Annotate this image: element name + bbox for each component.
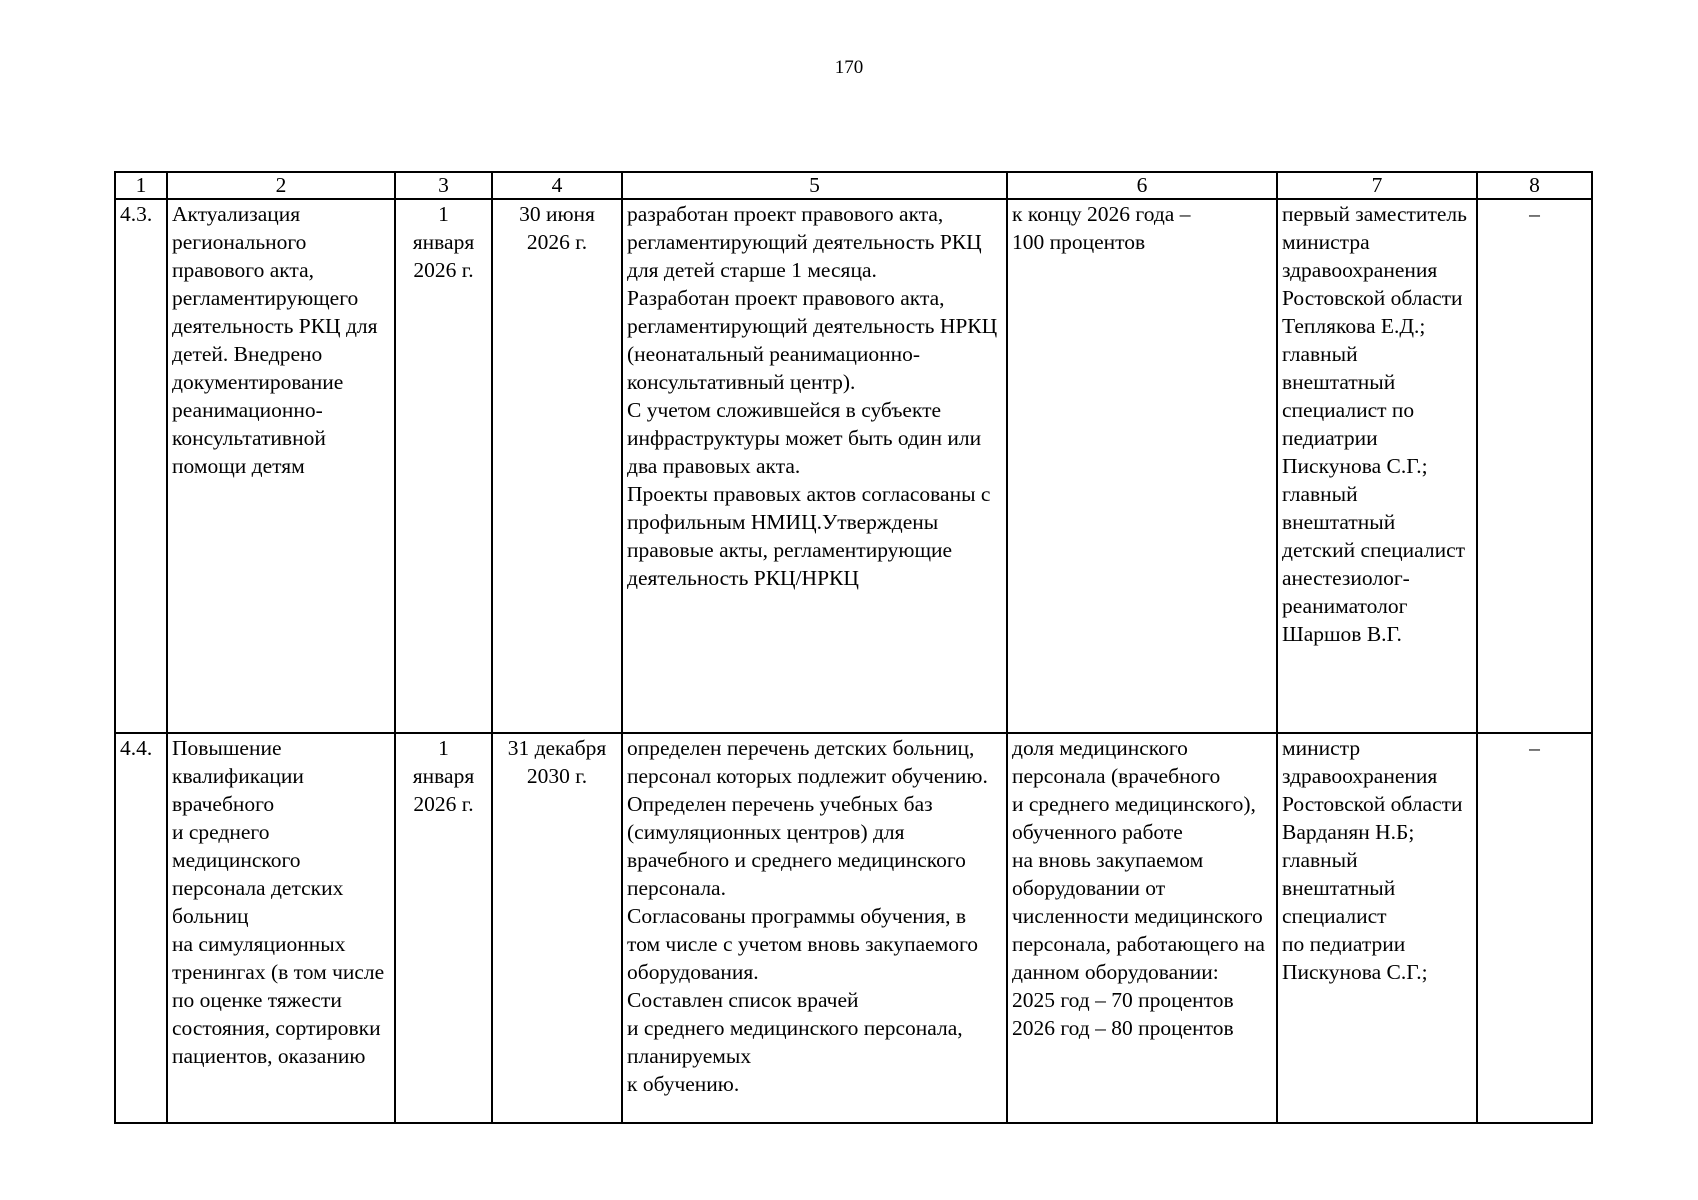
result-cell: разработан проект правового акта, регламентирующий деятельность РКЦ для детей старше 1 месяца. Разработан проект правового акта, регламентирующий деятельность НРКЦ (неонатальный реанимационно-консультативный центр). С учетом сложившейся в субъекте инфраструктуры может быть один или два правовых акта. Проекты правовых актов согласованы с профильным НМИЦ.Утверждены правовые акты, регламентирующие деятельность РКЦ/НРКЦ bbox=[622, 199, 1007, 733]
column-event-header: 2 bbox=[167, 172, 395, 199]
start-date-cell: 1 января 2026 г. bbox=[395, 733, 492, 1123]
plan-table bbox=[114, 171, 1593, 1124]
page-number: 170 bbox=[834, 57, 864, 78]
column-note-header: 8 bbox=[1477, 172, 1592, 199]
column-start-header: 3 bbox=[395, 172, 492, 199]
note-cell: – bbox=[1477, 199, 1592, 733]
row-number-cell: 4.4. bbox=[115, 733, 167, 1123]
column-result-header: 5 bbox=[622, 172, 1007, 199]
end-date-cell: 30 июня 2026 г. bbox=[492, 199, 622, 733]
note-cell: – bbox=[1477, 733, 1592, 1123]
table-row bbox=[115, 199, 1592, 733]
column-indicator-header: 6 bbox=[1007, 172, 1277, 199]
event-cell: Актуализация регионального правового акта, регламентирующего деятельность РКЦ для детей. Внедрено документирование реанимационно-консультативной помощи детям bbox=[167, 199, 395, 733]
indicator-cell: к концу 2026 года – 100 процентов bbox=[1007, 199, 1277, 733]
result-cell: определен перечень детских больниц, персонал которых подлежит обучению. Определен перечень учебных баз (симуляционных центров) для врачебного и среднего медицинского персонала. Согласованы программы обучения, в том числе с учетом вновь закупаемого оборудования. Составлен список врачей и среднего медицинского персонала, планируемых к обучению. bbox=[622, 733, 1007, 1123]
responsible-cell: первый заместитель министра здравоохранения Ростовской области Теплякова Е.Д.; главный внештатный специалист по педиатрии Пискунова С.Г.; главный внештатный детский специалист анестезиолог-реаниматолог Шаршов В.Г. bbox=[1277, 199, 1477, 733]
end-date-cell: 31 декабря 2030 г. bbox=[492, 733, 622, 1123]
row-number-cell: 4.3. bbox=[115, 199, 167, 733]
column-responsible-header: 7 bbox=[1277, 172, 1477, 199]
table-header-row bbox=[115, 172, 1592, 199]
column-end-header: 4 bbox=[492, 172, 622, 199]
start-date-cell: 1 января 2026 г. bbox=[395, 199, 492, 733]
responsible-cell: министр здравоохранения Ростовской области Варданян Н.Б; главный внештатный специалист по педиатрии Пискунова С.Г.; bbox=[1277, 733, 1477, 1123]
table-row bbox=[115, 733, 1592, 1123]
indicator-cell: доля медицинского персонала (врачебного и среднего медицинского), обученного работе на вновь закупаемом оборудовании от численности медицинского персонала, работающего на данном оборудовании: 2025 год – 70 процентов 2026 год – 80 процентов bbox=[1007, 733, 1277, 1123]
column-number-header: 1 bbox=[115, 172, 167, 199]
event-cell: Повышение квалификации врачебного и среднего медицинского персонала детских больниц на симуляционных тренингах (в том числе по оценке тяжести состояния, сортировки пациентов, оказанию bbox=[167, 733, 395, 1123]
